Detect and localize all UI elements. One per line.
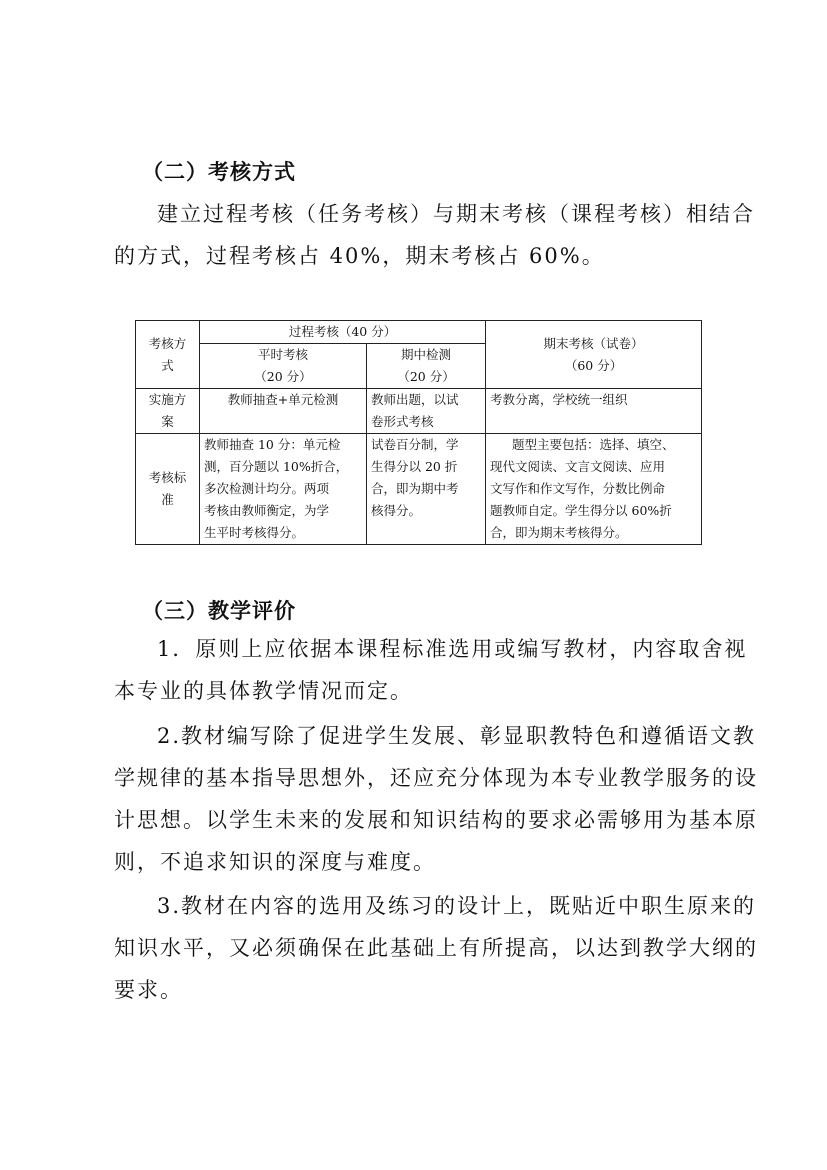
cell-final-plan: 考教分离，学校统一组织 xyxy=(486,389,702,434)
section-heading-teaching-evaluation: （三）教学评价 xyxy=(142,598,296,623)
item-line: 要求。 xyxy=(114,978,183,1002)
table-header-row xyxy=(136,321,702,344)
item-line: 2.教材编写除了促进学生发展、彰显职教特色和遵循语文教 xyxy=(157,724,757,748)
cell-midterm-standard: 试卷百分制，学 生得分以 20 折 合，即为期中考 核得分。 xyxy=(367,434,486,545)
assessment-intro-paragraph xyxy=(114,193,755,277)
item-line: 本专业的具体教学情况而定。 xyxy=(114,679,413,703)
item-line: 学规律的基本指导思想外，还应充分体现为本专业教学服务的设 xyxy=(114,766,758,790)
assessment-table xyxy=(135,320,702,545)
table-row-assessment-standard xyxy=(136,434,702,545)
cell-daily-plan: 教师抽查+单元检测 xyxy=(200,389,367,434)
intro-line: 建立过程考核（任务考核）与期末考核（课程考核）相结合 xyxy=(157,202,755,226)
evaluation-item-2 xyxy=(114,715,758,883)
header-final-assessment: 期末考核（试卷） （60 分） xyxy=(486,321,702,389)
cell-final-standard: 题型主要包括：选择、填空、 现代文阅读、文言文阅读、应用 文写作和作文写作，分数比例命 题教师自定。学生得分以 60%折 合，即为期末考核得分。 xyxy=(486,434,702,545)
header-assessment-method: 考核方 式 xyxy=(136,321,200,389)
row-label-implementation-plan: 实施方 案 xyxy=(136,389,200,434)
table-row-implementation-plan xyxy=(136,389,702,434)
evaluation-item-3 xyxy=(114,885,758,1011)
item-line: 1．原则上应依据本课程标准选用或编写教材，内容取舍视 xyxy=(157,637,748,661)
item-line: 3.教材在内容的选用及练习的设计上，既贴近中职生原来的 xyxy=(157,894,757,918)
header-process-assessment: 过程考核（40 分） xyxy=(200,321,486,344)
row-label-assessment-standard: 考核标 准 xyxy=(136,434,200,545)
section-heading-assessment-method: （二）考核方式 xyxy=(142,159,296,184)
cell-daily-standard: 教师抽查 10 分：单元检 测，百分题以 10%折合， 多次检测计均分。两项 考核由教师衡定，为学 生平时考核得分。 xyxy=(200,434,367,545)
intro-line: 的方式，过程考核占 40%，期末考核占 60%。 xyxy=(114,244,605,268)
header-midterm-test: 期中检测 （20 分） xyxy=(367,344,486,389)
header-daily-assessment: 平时考核 （20 分） xyxy=(200,344,367,389)
item-line: 计思想。以学生未来的发展和知识结构的要求必需够用为基本原 xyxy=(114,808,758,832)
item-line: 知识水平，又必须确保在此基础上有所提高，以达到教学大纲的 xyxy=(114,936,758,960)
item-line: 则，不追求知识的深度与难度。 xyxy=(114,850,436,874)
evaluation-item-1 xyxy=(114,628,748,712)
cell-midterm-plan: 教师出题，以试 卷形式考核 xyxy=(367,389,486,434)
